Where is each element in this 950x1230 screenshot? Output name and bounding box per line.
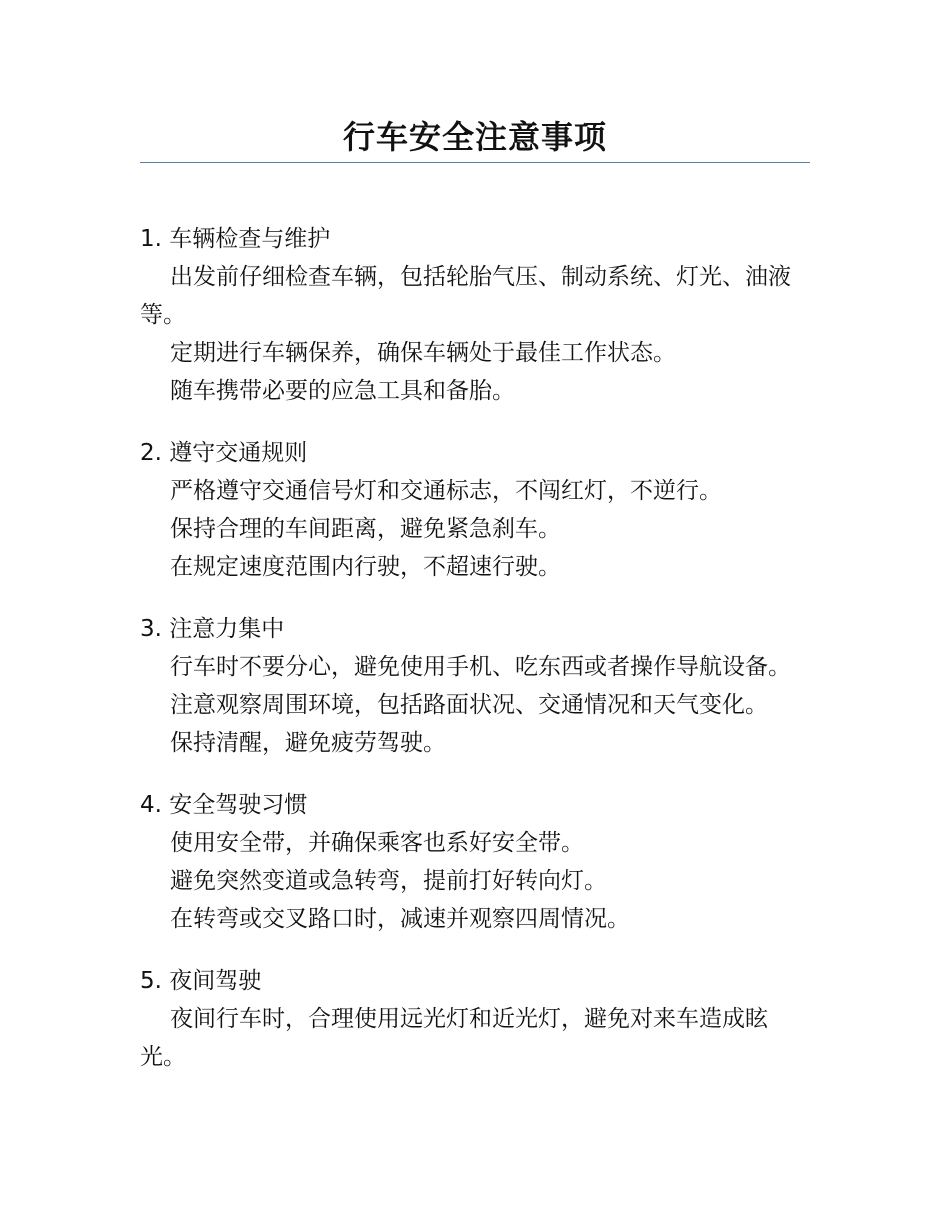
section-item: 在规定速度范围内行驶，不超速行驶。 — [170, 554, 561, 580]
section-item: 定期进行车辆保养，确保车辆处于最佳工作状态。 — [170, 340, 676, 366]
section-focus — [140, 610, 810, 762]
section-vehicle-check — [140, 220, 810, 410]
section-heading: 5. 夜间驾驶 — [140, 968, 262, 994]
section-item: 随车携带必要的应急工具和备胎。 — [170, 378, 515, 404]
section-item: 行车时不要分心，避免使用手机、吃东西或者操作导航设备。 — [170, 654, 791, 680]
section-item: 在转弯或交叉路口时，减速并观察四周情况。 — [170, 906, 630, 932]
title-divider — [140, 162, 810, 163]
section-item: 注意观察周围环境，包括路面状况、交通情况和天气变化。 — [170, 692, 768, 718]
section-traffic-rules — [140, 434, 810, 586]
section-night-driving — [140, 962, 810, 1076]
section-heading: 1. 车辆检查与维护 — [140, 226, 331, 252]
section-item: 夜间行车时，合理使用远光灯和近光灯，避免对来车造成眩光。 — [140, 1006, 768, 1070]
section-item: 严格遵守交通信号灯和交通标志，不闯红灯，不逆行。 — [170, 478, 722, 504]
section-list — [140, 220, 810, 1100]
section-heading: 2. 遵守交通规则 — [140, 440, 308, 466]
section-item: 使用安全带，并确保乘客也系好安全带。 — [170, 830, 584, 856]
section-item: 出发前仔细检查车辆，包括轮胎气压、制动系统、灯光、油液等。 — [140, 264, 791, 328]
section-item: 避免突然变道或急转弯，提前打好转向灯。 — [170, 868, 607, 894]
section-heading: 4. 安全驾驶习惯 — [140, 792, 308, 818]
section-heading: 3. 注意力集中 — [140, 616, 285, 642]
document-title: 行车安全注意事项 — [342, 118, 607, 156]
section-item: 保持清醒，避免疲劳驾驶。 — [170, 730, 446, 756]
section-item: 保持合理的车间距离，避免紧急刹车。 — [170, 516, 561, 542]
section-safe-habits — [140, 786, 810, 938]
